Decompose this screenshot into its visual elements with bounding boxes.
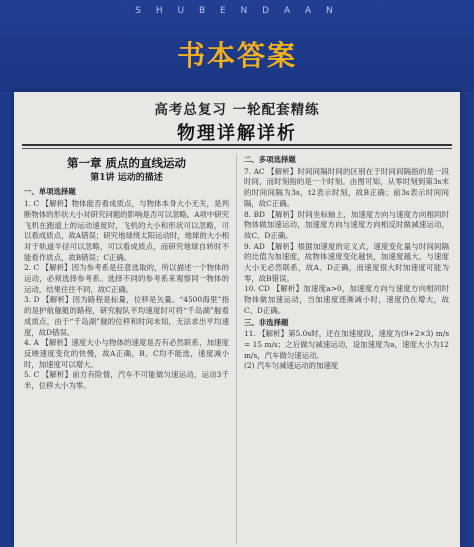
answer-paragraph: 11. 【解析】第5.0s时，还在加速度段，速度为(9+2×3) m/s = 15 m/s；之后做匀减速运动，设加速度为a，速度大小为12 m/s，汽车做匀速运动。 [244,329,449,360]
lesson-heading: 第1讲 运动的描述 [90,172,163,183]
section-heading: 三、非选择题 [244,317,289,327]
answer-paragraph: 2. C 【解析】因为参考系是任意选取的，所以描述一个物体的运动，必须选择参考系。选择不同的参考系来观察同一物体的运动，结果往往不同，故C正确。 [24,263,229,294]
answer-paragraph: 5. C 【解析】前方有险情，汽车不可能做匀速运动，运动3千米，位移大小为零。 [24,370,229,391]
chapter-heading: 第一章 质点的直线运动 [66,156,186,170]
answer-paragraph: (2) 汽车匀减速运动的加速度 [244,361,339,371]
header-rule-thin [22,148,452,149]
answer-paragraph: 7. AC 【解析】时间间隔时间的区别在于时间间隔指的是一段时间，而时刻指的是一个时刻。由图可知，从零时刻到第3s末的时间间隔为3s，t2表示时刻，故B正确；前3s表示时间间隔，故C正确。 [244,166,449,208]
answer-paragraph: 4. A 【解析】速度大小与物体的速度是否有必然联系，加速度反映速度变化的快慢，故A正确，B、C均不能选，速度减小时，加速度可以增大。 [24,338,229,369]
left-column [24,154,229,392]
site-banner [0,0,474,92]
answer-paragraph: 8. BD 【解析】时间坐标轴上，加速度方向与速度方向相同时物体做加速运动，加速度方向与速度方向相反时做减速运动，故C、D正确。 [244,209,449,240]
answer-paragraph: 9. AD 【解析】根据加速度的定义式，速度变化量与时间间隔的比值为加速度，故物体速度变化越快，加速度越大，与速度大小无必然联系，故A、D正确，而速度很大时加速度可能为零，故B错误。 [244,241,449,283]
right-column [244,154,449,372]
site-title: 书本答案 [176,39,297,72]
answer-paragraph: 3. D 【解析】因为路程是标量，位移是矢量。“4500海里”指的是护航舰艇的路程，研究舰队平均速度时可将“千岛湖”舰看成质点，由于“千岛湖”舰的位移和时间未知，无法求出平均速度，故D错误。 [24,295,229,337]
book-subject-title: 物理详解详析 [177,123,297,144]
answer-paragraph: 1. C 【解析】物体能否看成质点，与物体本身大小无关，是判断物体的形状大小对研究问题的影响是否可以忽略。A项中研究飞机在跑道上的运动速度时，飞机的大小和形状可以忽略，可以看成质点，故A错误；研究地球绕太阳运动时，地球的大小相对于轨道半径可以忽略，可以看成质点，而研究地球自转时不能看作质点，故B错误；C正确。 [24,199,229,262]
site-logo-letters: S H U B E N D A A N [135,6,339,16]
answer-page-photo [14,92,460,547]
header-rule [22,144,452,146]
section-heading: 二、多项选择题 [244,155,296,164]
answer-paragraph: 10. CD 【解析】加速度a>0，加速度方向与速度方向相同时物体做加速运动，当加速度逐渐减小时，速度仍在增大，故C、D正确。 [244,284,449,315]
section-heading: 一、单项选择题 [24,187,76,197]
book-series-title: 高考总复习 一轮配套精练 [154,102,320,118]
column-divider [236,154,237,544]
